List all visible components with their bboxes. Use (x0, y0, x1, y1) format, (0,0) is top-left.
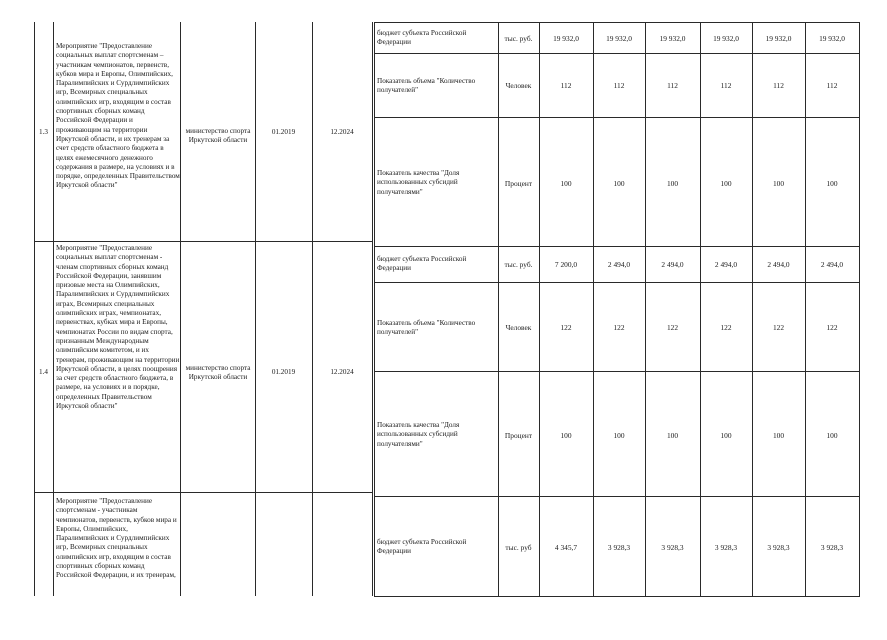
start-date: 01.2019 (271, 368, 296, 376)
value-cell: 100 (720, 179, 732, 188)
value-cell: 100 (613, 179, 625, 188)
left-col-line-2 (180, 22, 181, 596)
value-cell: 100 (826, 179, 838, 188)
value-cell: 100 (772, 179, 785, 188)
value-cell: 2 494,0 (661, 260, 684, 269)
indicator-unit: Человек (505, 323, 532, 332)
value-cell: 100 (560, 431, 572, 440)
right-col-line-6 (752, 22, 753, 596)
indicator-name: Показатель объема "Количество получателей" (377, 77, 476, 95)
activity-description: Мероприятие "Предоставление спортсменам - участникам чемпионатов, первенств, кубков мира и Европы, Олимпийских, Паралимпийских и Сурдлимпийских игр, Всемирных специальных олимпийских игр, входящим в состав спортивных сборных команд Российской Федерации, и их тренерам, (56, 497, 177, 580)
indicator-name: бюджет субъекта Российской Федерации (377, 255, 467, 273)
value-cell: 2 494,0 (714, 260, 738, 269)
indicator-unit: тыс. руб. (504, 260, 533, 269)
value-cell: 122 (666, 323, 679, 332)
value-cell: 4 345,7 (554, 543, 578, 552)
right-row-line-1 (374, 53, 860, 54)
value-cell: 112 (773, 81, 784, 90)
right-col-line-1 (498, 22, 499, 596)
right-col-line-7 (805, 22, 806, 596)
left-col-line-3 (255, 22, 256, 596)
right-row-line-2 (374, 117, 860, 118)
value-cell: 3 928,3 (767, 543, 790, 552)
indicator-unit: Процент (504, 431, 533, 440)
value-cell: 2 494,0 (820, 260, 844, 269)
start-date: 01.2019 (271, 128, 296, 136)
value-cell: 122 (826, 323, 838, 332)
right-row-line-3 (374, 246, 860, 247)
end-date: 12.2024 (330, 368, 354, 376)
right-row-line-7 (374, 596, 860, 597)
right-col-line-3 (593, 22, 594, 596)
value-cell: 19 932,0 (659, 34, 686, 43)
indicator-name: Показатель качества "Доля использованных субсидий получателями" (377, 421, 460, 448)
right-col-line-0 (374, 22, 375, 596)
indicator-name: бюджет субъекта Российской Федерации (377, 538, 467, 556)
value-cell: 19 932,0 (713, 34, 739, 43)
row-number: 1.3 (39, 128, 48, 136)
indicator-name: Показатель качества "Доля использованных субсидий получателями" (377, 169, 460, 196)
right-row-line-4 (374, 282, 860, 283)
indicator-unit: тыс. руб (505, 543, 532, 552)
value-cell: 19 932,0 (819, 34, 845, 43)
indicator-unit: тыс. руб. (504, 34, 533, 43)
value-cell: 100 (666, 431, 679, 440)
left-col-line-5 (372, 22, 373, 596)
value-cell: 100 (666, 179, 679, 188)
value-cell: 100 (826, 431, 838, 440)
indicator-name: Показатель объема "Количество получателей" (377, 319, 476, 337)
value-cell: 100 (772, 431, 785, 440)
activity-description: Мероприятие "Предоставление социальных выплат спортсменам - членам спортивных сборных команд Российской Федерации, занявшим призовые места на Олимпийских, Паралимпийских и Сурдлимпийских играх, Всемирных специальных олимпийских играх, чемпионатах, первенствах, кубках мира и Европы, чемпионатах России по видам спорта, признанным Международным олимпийским комитетом, и их тренерам, проживающим на территории Иркутской области, в целях поощрения за счет средств областного бюджета, в размере, на условиях и в порядке, определенных Правительством Иркутской области" (56, 244, 180, 411)
right-col-line-8 (859, 22, 860, 596)
value-cell: 100 (613, 431, 625, 440)
indicator-name: бюджет субъекта Российской Федерации (377, 29, 467, 47)
executor: министерство спорта Иркутской области (185, 127, 251, 145)
value-cell: 19 932,0 (765, 34, 792, 43)
value-cell: 112 (560, 81, 572, 90)
indicator-unit: Процент (504, 179, 533, 188)
left-col-line-0 (34, 22, 35, 596)
left-col-line-1 (53, 22, 54, 596)
value-cell: 3 928,3 (607, 543, 631, 552)
value-cell: 7 200,0 (554, 260, 578, 269)
value-cell: 122 (613, 323, 625, 332)
end-date: 12.2024 (330, 128, 354, 136)
right-row-line-5 (374, 371, 860, 372)
value-cell: 2 494,0 (767, 260, 790, 269)
value-cell: 112 (720, 81, 732, 90)
left-row-divider-1 (34, 241, 372, 242)
executor: министерство спорта Иркутской области (185, 364, 251, 382)
value-cell: 3 928,3 (714, 543, 738, 552)
value-cell: 2 494,0 (607, 260, 631, 269)
value-cell: 112 (613, 81, 625, 90)
right-col-line-4 (645, 22, 646, 596)
value-cell: 100 (720, 431, 732, 440)
value-cell: 122 (720, 323, 732, 332)
activity-description: Мероприятие "Предоставление социальных выплат спортсменам – участникам чемпионатов, первенств, кубков мира и Европы, Олимпийских, Паралимпийских и Сурдлимпийских игр, Всемирных специальных олимпийских игр, входящим в состав спортивных сборных команд Российской Федерации и проживающим на территории Иркутской области, и их тренерам за счет средств областного бюджета в целях ежемесячного денежного содержания в размере, на условиях и в порядке, определенных Правительством Иркутской области" (56, 42, 180, 190)
indicator-unit: Человек (505, 81, 532, 90)
right-row-line-6 (374, 496, 860, 497)
value-cell: 112 (826, 81, 838, 90)
right-col-line-5 (700, 22, 701, 596)
left-col-line-4 (312, 22, 313, 596)
left-row-divider-2 (34, 492, 372, 493)
value-cell: 19 932,0 (606, 34, 632, 43)
value-cell: 19 932,0 (553, 34, 579, 43)
value-cell: 3 928,3 (661, 543, 684, 552)
right-col-line-2 (539, 22, 540, 596)
value-cell: 122 (772, 323, 785, 332)
value-cell: 100 (560, 179, 572, 188)
right-row-line-0 (374, 22, 860, 23)
value-cell: 122 (560, 323, 572, 332)
row-number: 1.4 (39, 368, 48, 376)
value-cell: 3 928,3 (820, 543, 844, 552)
value-cell: 112 (667, 81, 678, 90)
